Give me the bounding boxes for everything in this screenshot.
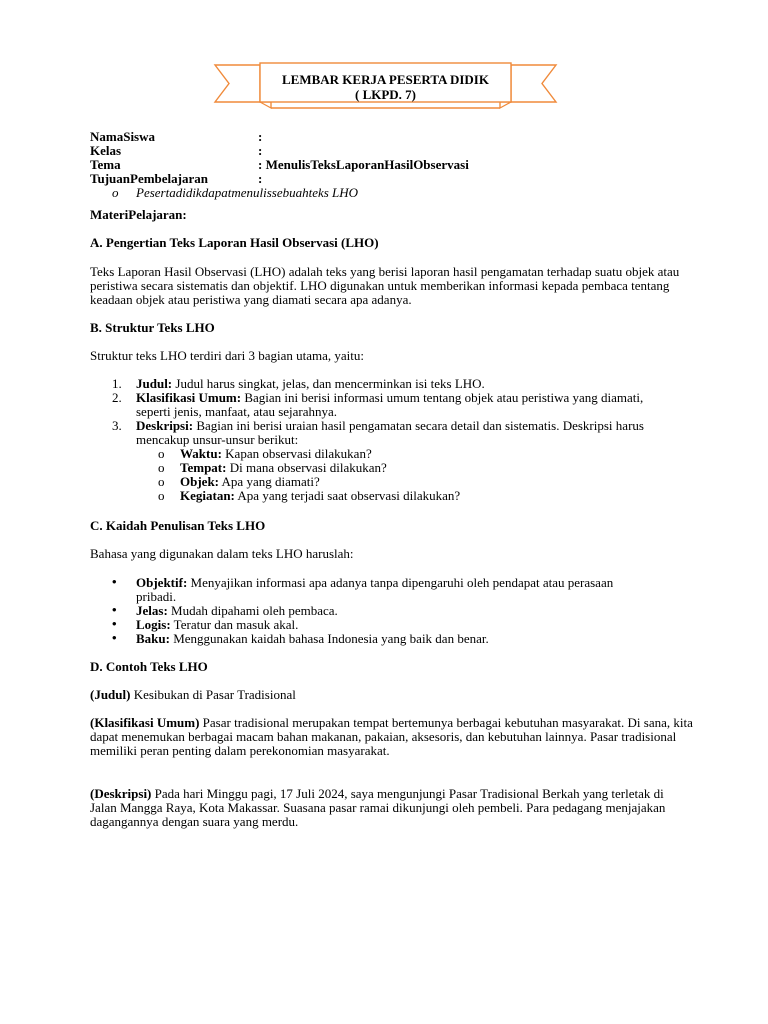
list-term: Judul: [136, 376, 173, 391]
info-label: Tema [90, 157, 121, 172]
bullet: • [112, 630, 117, 645]
sub-list-item [136, 489, 680, 503]
description-elements-list [136, 447, 680, 503]
sub-text: Apa yang terjadi saat observasi dilakukan? [234, 488, 461, 503]
section-a-heading: A. Pengertian Teks Laporan Hasil Observasi (LHO) [90, 235, 379, 250]
list-text: Menggunakan kaidah bahasa Indonesia yang baik dan benar. [169, 631, 489, 646]
sub-list-item [136, 475, 680, 489]
info-value: : MenulisTeksLaporanHasilObservasi [258, 157, 469, 172]
list-item [90, 391, 680, 419]
bullet: • [112, 602, 117, 617]
list-text: Menyajikan informasi apa adanya tanpa dipengaruhi oleh pendapat atau perasaan pribadi. [136, 575, 614, 604]
sub-text: Apa yang diamati? [219, 474, 320, 489]
list-text: Mudah dipahami oleh pembaca. [167, 603, 338, 618]
list-item [90, 632, 650, 646]
list-term: Klasifikasi Umum: [136, 390, 242, 405]
list-number: 1. [112, 376, 122, 391]
list-item [90, 419, 680, 503]
list-term: Objektif: [136, 575, 188, 590]
objective-text: Pesertadidikdapatmenulissebuahteks LHO [136, 185, 359, 200]
title-ribbon [213, 62, 558, 110]
section-c-intro: Bahasa yang digunakan dalam teks LHO haruslah: [90, 546, 354, 561]
section-b-intro: Struktur teks LHO terdiri dari 3 bagian utama, yaitu: [90, 348, 365, 363]
example-description-text: Pada hari Minggu pagi, 17 Juli 2024, saya mengunjungi Pasar Tradisional Berkah yang terletak di Jalan Mangga Raya, Kota Makassar. Suasana pasar ramai dikunjungi oleh pembeli. Para pedagang menjajakan dagangannya dengan suara yang merdu. [90, 786, 666, 829]
list-text: Teratur dan masuk akal. [170, 617, 299, 632]
example-title-paragraph [90, 688, 690, 702]
example-classification-term: (Klasifikasi Umum) [90, 715, 200, 730]
info-row-nama [90, 130, 710, 144]
section-c-heading: C. Kaidah Penulisan Teks LHO [90, 518, 266, 533]
info-value: : [258, 129, 263, 144]
title-line-2: ( LKPD. 7) [354, 87, 417, 102]
list-term: Baku: [136, 631, 170, 646]
section-a-body: Teks Laporan Hasil Observasi (LHO) adalah teks yang berisi laporan hasil pengamatan terhadap suatu objek atau peristiwa secara sistematis dan objektif. LHO digunakan untuk memberikan informasi kepada pembaca tentang keadaan objek atau peristiwa yang diamati secara apa adanya. [90, 264, 680, 307]
list-term: Deskripsi: [136, 418, 194, 433]
sub-term: Kegiatan: [180, 488, 235, 503]
sub-term: Objek: [180, 474, 219, 489]
materi-heading: MateriPelajaran: [90, 207, 187, 222]
info-label: Kelas [90, 143, 122, 158]
objective-item [90, 186, 710, 200]
info-value: : [258, 143, 263, 158]
list-text: Bagian ini berisi uraian hasil pengamatan secara detail dan sistematis. Deskripsi harus mencakup unsur-unsur berikut: [136, 418, 644, 447]
structure-list [90, 377, 680, 503]
example-title-text: Kesibukan di Pasar Tradisional [130, 687, 296, 702]
sub-list-item [136, 461, 680, 475]
info-label: NamaSiswa [90, 129, 156, 144]
sub-term: Tempat: [180, 460, 227, 475]
worksheet-title [213, 72, 558, 102]
info-row-kelas [90, 144, 710, 158]
sub-bullet: o [158, 460, 165, 475]
list-item [90, 377, 680, 391]
section-b-heading: B. Struktur Teks LHO [90, 320, 215, 335]
info-label: TujuanPembelajaran [90, 171, 208, 186]
student-info [90, 130, 710, 200]
info-row-tema [90, 158, 710, 172]
example-title-term: (Judul) [90, 687, 131, 702]
objective-bullet: o [112, 185, 119, 200]
sub-bullet: o [158, 446, 165, 461]
sub-term: Waktu: [180, 446, 222, 461]
sub-bullet: o [158, 474, 165, 489]
sub-text: Di mana observasi dilakukan? [226, 460, 387, 475]
list-text: Bagian ini berisi informasi umum tentang objek atau peristiwa yang diamati, seperti jenis, manfaat, atau sejarahnya. [136, 390, 644, 419]
sub-list-item [136, 447, 680, 461]
list-item [90, 576, 650, 604]
list-item [90, 618, 650, 632]
sub-bullet: o [158, 488, 165, 503]
list-term: Logis: [136, 617, 171, 632]
list-term: Jelas: [136, 603, 168, 618]
list-text: Judul harus singkat, jelas, dan mencerminkan isi teks LHO. [172, 376, 485, 391]
section-d-heading: D. Contoh Teks LHO [90, 659, 208, 674]
bullet: • [112, 616, 117, 631]
info-row-tujuan [90, 172, 710, 186]
list-number: 3. [112, 418, 122, 433]
example-classification-paragraph [90, 716, 710, 758]
example-description-term: (Deskripsi) [90, 786, 152, 801]
title-line-1: LEMBAR KERJA PESERTA DIDIK [282, 72, 489, 87]
example-description-paragraph [90, 787, 680, 829]
info-value: : [258, 171, 263, 186]
sub-text: Kapan observasi dilakukan? [221, 446, 372, 461]
rules-list [90, 576, 650, 646]
list-item [90, 604, 650, 618]
list-number: 2. [112, 390, 122, 405]
example-classification-text: Pasar tradisional merupakan tempat bertemunya berbagai kebutuhan masyarakat. Di sana, kita dapat menemukan berbagai macam bahan makanan, pakaian, aksesoris, dan kebutuhan lainnya. Pasar tradisional memiliki peran penting dalam perekonomian masyarakat. [90, 715, 693, 758]
bullet: • [112, 574, 117, 589]
